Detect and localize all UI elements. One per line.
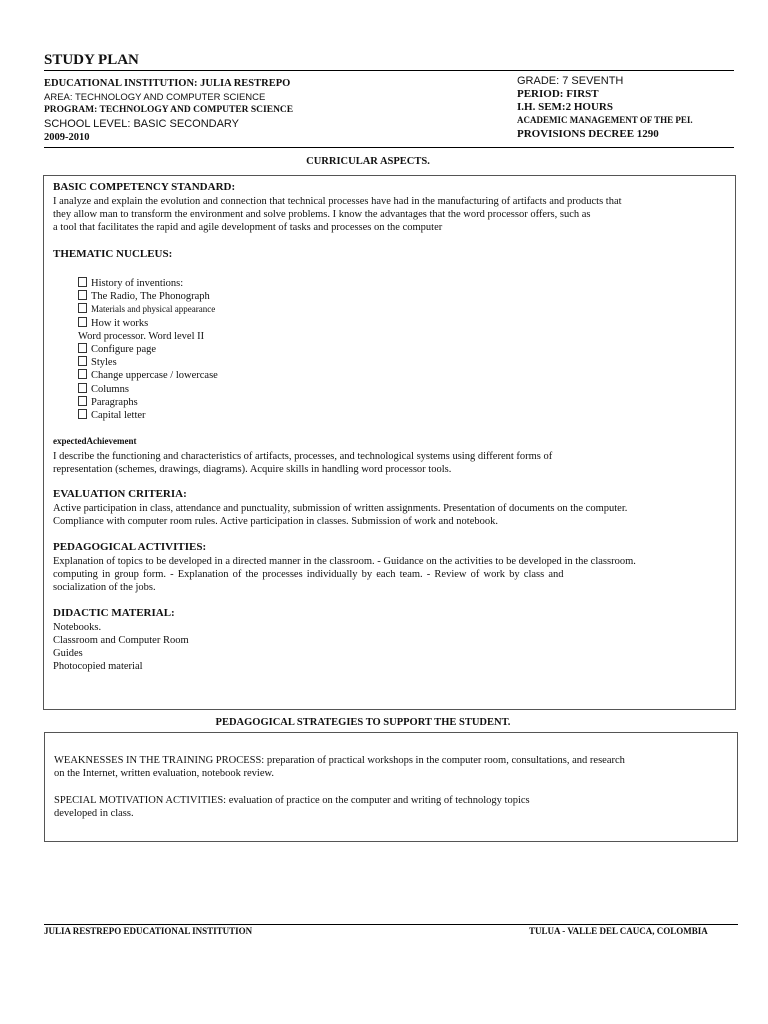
nucleus-item-label: Word processor. Word level II bbox=[78, 330, 205, 342]
title-rule bbox=[44, 70, 734, 71]
bullet-box-icon bbox=[78, 290, 87, 300]
nucleus-item-label: History of inventions: bbox=[91, 278, 184, 289]
header-academic-management: ACADEMIC MANAGEMENT OF THE PEI. bbox=[517, 115, 693, 125]
bullet-box-icon bbox=[78, 343, 87, 353]
bullet-box-icon bbox=[78, 317, 87, 327]
activities-heading: PEDAGOGICAL ACTIVITIES: bbox=[53, 541, 207, 553]
material-item: Photocopied material bbox=[53, 661, 143, 672]
header-grade: GRADE: 7 SEVENTH bbox=[517, 75, 624, 87]
nucleus-item-label: The Radio, The Phonograph bbox=[91, 291, 210, 303]
nucleus-item-label: Change uppercase / lowercase bbox=[91, 370, 218, 382]
nucleus-item-label: Configure page bbox=[91, 344, 157, 355]
nucleus-item bbox=[78, 383, 129, 396]
strategies-section-title: PEDAGOGICAL STRATEGIES TO SUPPORT THE STUDENT. bbox=[215, 717, 511, 728]
nucleus-item bbox=[78, 343, 156, 356]
nucleus-item bbox=[78, 396, 138, 409]
bullet-box-icon bbox=[78, 277, 87, 287]
competency-line: I analyze and explain the evolution and connection that technical processes have had in the manufacturing of artifacts and products that bbox=[53, 196, 622, 207]
nucleus-item-label: Materials and physical appearance bbox=[91, 304, 216, 315]
achievement-line: I describe the functioning and characteristics of artifacts, processes, and technological systems using different forms of bbox=[53, 451, 553, 462]
motivation-line: SPECIAL MOTIVATION ACTIVITIES: evaluation of practice on the computer and writing of technology topics bbox=[54, 795, 530, 806]
achievement-line: representation (schemes, drawings, diagrams). Acquire skills in handling word processor tools. bbox=[53, 464, 452, 475]
activities-line: computing in group form. - Explanation of the processes individually by each team. - Review of work by class and bbox=[53, 569, 564, 580]
curricular-section-title: CURRICULAR ASPECTS. bbox=[306, 156, 430, 167]
nucleus-item bbox=[78, 356, 117, 369]
nucleus-item bbox=[78, 317, 148, 330]
weaknesses-line: on the Internet, written evaluation, notebook review. bbox=[54, 768, 275, 779]
nucleus-heading: THEMATIC NUCLEUS: bbox=[53, 248, 173, 260]
header-area: AREA: TECHNOLOGY AND COMPUTER SCIENCE bbox=[44, 92, 266, 103]
material-item: Notebooks. bbox=[53, 622, 102, 633]
nucleus-item bbox=[78, 277, 183, 290]
bullet-box-icon bbox=[78, 369, 87, 379]
document-title: STUDY PLAN bbox=[44, 52, 139, 68]
footer-rule bbox=[44, 924, 738, 925]
nucleus-item bbox=[78, 330, 204, 343]
bullet-box-icon bbox=[78, 303, 87, 313]
competency-line: a tool that facilitates the rapid and agile development of tasks and processes on the computer bbox=[53, 222, 443, 233]
evaluation-heading: EVALUATION CRITERIA: bbox=[53, 488, 187, 500]
footer-left: JULIA RESTREPO EDUCATIONAL INSTITUTION bbox=[44, 926, 253, 936]
header-provisions: PROVISIONS DECREE 1290 bbox=[517, 128, 659, 140]
header-period: PERIOD: FIRST bbox=[517, 88, 599, 100]
activities-line: Explanation of topics to be developed in a directed manner in the classroom. - Guidance on the activities to be developed in the classroom. bbox=[53, 556, 636, 567]
nucleus-item bbox=[78, 369, 218, 382]
nucleus-item bbox=[78, 303, 215, 316]
nucleus-item-label: Capital letter bbox=[91, 410, 146, 421]
nucleus-item bbox=[78, 290, 210, 303]
bullet-box-icon bbox=[78, 383, 87, 393]
material-item: Guides bbox=[53, 648, 83, 659]
nucleus-item-label: Paragraphs bbox=[91, 396, 138, 408]
bullet-box-icon bbox=[78, 409, 87, 419]
header-institution: EDUCATIONAL INSTITUTION: JULIA RESTREPO bbox=[44, 78, 291, 89]
nucleus-item bbox=[78, 409, 146, 422]
strategies-box bbox=[44, 732, 738, 842]
header-school-level: SCHOOL LEVEL: BASIC SECONDARY bbox=[44, 118, 240, 130]
nucleus-item-label: Columns bbox=[91, 383, 129, 395]
competency-heading: BASIC COMPETENCY STANDARD: bbox=[53, 181, 236, 193]
material-item: Classroom and Computer Room bbox=[53, 635, 189, 646]
motivation-line: developed in class. bbox=[54, 808, 134, 819]
footer-right: TULUA - VALLE DEL CAUCA, COLOMBIA bbox=[529, 926, 708, 936]
weaknesses-line: WEAKNESSES IN THE TRAINING PROCESS: preparation of practical workshops in the computer room, consultations, and research bbox=[54, 755, 625, 766]
evaluation-line: Compliance with computer room rules. Active participation in classes. Submission of work and notebook. bbox=[53, 516, 499, 527]
header-ih-sem: I.H. SEM:2 HOURS bbox=[517, 101, 613, 113]
activities-line: socialization of the jobs. bbox=[53, 582, 156, 593]
material-heading: DIDACTIC MATERIAL: bbox=[53, 607, 175, 619]
bullet-box-icon bbox=[78, 396, 87, 406]
evaluation-line: Active participation in class, attendance and punctuality, submission of written assignments. Presentation of documents on the computer. bbox=[53, 503, 628, 514]
header-years: 2009-2010 bbox=[44, 132, 90, 143]
bullet-box-icon bbox=[78, 356, 87, 366]
competency-line: they allow man to transform the environment and solve problems. I know the advantages that the word processor offers, such as bbox=[53, 209, 591, 220]
nucleus-item-label: Styles bbox=[91, 357, 117, 369]
header-rule bbox=[44, 147, 734, 148]
achievement-heading: expectedAchievement bbox=[53, 436, 137, 446]
nucleus-item-label: How it works bbox=[91, 317, 149, 329]
header-program: PROGRAM: TECHNOLOGY AND COMPUTER SCIENCE bbox=[44, 105, 294, 115]
